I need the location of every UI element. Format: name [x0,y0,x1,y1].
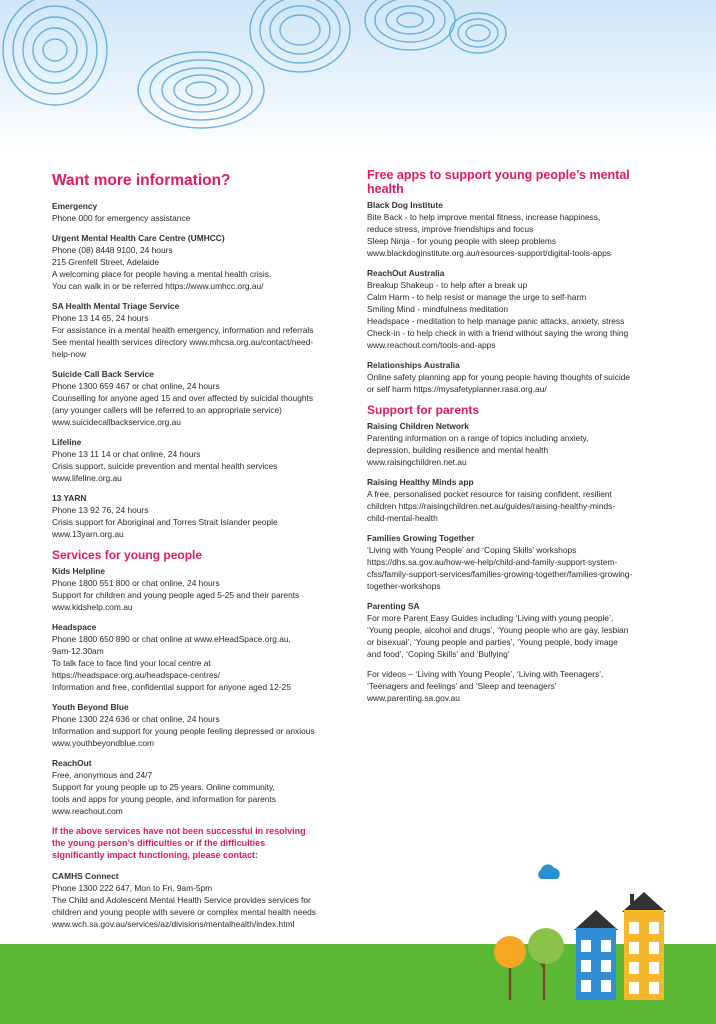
services-for-young-people-heading: Services for young people [52,548,203,562]
right-column [367,168,667,712]
resource-title: Lifeline [52,437,82,447]
warning-line: the young person’s difficulties or if the difficulties [52,838,266,848]
resource-title: SA Health Mental Triage Service [52,301,180,311]
resource-title: Relationships Australia [367,360,460,370]
resource-title: Youth Beyond Blue [52,702,129,712]
resource-entry [367,359,667,395]
resource-entry [367,420,667,468]
resource-line: Phone 000 for emergency assistance [52,213,191,223]
resource-title: Kids Helpline [52,566,106,576]
resource-line: (any younger callers will be referred to an appropriate service) [52,405,282,415]
resource-line: www.parenting.sa.gov.au [367,693,460,703]
resource-line: Bite Back - to help improve mental fitness, increase happiness, [367,212,601,222]
resource-line: www.reachout.com/tools-and-apps [367,340,496,350]
resource-line: Phone 13 92 76, 24 hours [52,505,149,515]
resource-entry [52,492,352,540]
resource-line: Smiling Mind - mindfulness meditation [367,304,509,314]
resource-title: Raising Healthy Minds app [367,477,474,487]
resource-line: Online safety planning app for young people having thoughts of suicide [367,372,631,382]
escalation-warning [52,825,352,861]
want-more-information-heading: Want more information? [52,172,231,189]
resource-line: Calm Harm - to help resist or manage the urge to self-harm [367,292,587,302]
resource-title: Suicide Call Back Service [52,369,154,379]
resource-line: Crisis support for Aboriginal and Torres Strait Islander people [52,517,278,527]
resource-line: ‘Teenagers and feelings’ and ‘Sleep and teenagers’ [367,681,557,691]
resource-entry [367,532,667,592]
resource-title: Emergency [52,201,98,211]
support-for-parents-heading: Support for parents [367,403,480,417]
resource-line: Counselling for anyone aged 15 and over affected by suicidal thoughts [52,393,314,403]
resource-entry [52,621,352,693]
resource-title: Families Growing Together [367,533,475,543]
resource-line: Phone (08) 8448 9100, 24 hours [52,245,173,255]
resource-line: Information and support for young people feeling depressed or anxious [52,726,315,736]
resource-line: www.youthbeyondblue.com [52,738,154,748]
resource-line: ‘Young people, alcohol and drugs’, ‘Young people who are gay, lesbian [367,625,629,635]
resource-entry [52,870,352,930]
resource-line: Phone 13 11 14 or chat online, 24 hours [52,449,201,459]
swirl-decoration [0,0,716,150]
resource-title: ReachOut Australia [367,268,445,278]
resource-line: For videos – ‘Living with Young People’, ‘Living with Teenagers’, [367,669,604,679]
resource-line: Phone 1300 222 647, Mon to Fri, 9am-5pm [52,883,213,893]
resource-line: The Child and Adolescent Mental Health Service provides services for [52,895,311,905]
resource-title: Raising Children Network [367,421,469,431]
resource-entry [367,199,667,259]
resource-line: www.suicidecallbackservice.org.au [52,417,181,427]
resource-title: Headspace [52,622,97,632]
sky-header [0,0,716,150]
resource-line: Phone 13 14 65, 24 hours [52,313,149,323]
resource-line: Headspace - meditation to help manage panic attacks, anxiety, stress [367,316,625,326]
resource-line: child-mental-health [367,513,438,523]
resource-line: For more Parent Easy Guides including ‘Living with young people’, [367,613,614,623]
resource-line: reduce stress, improve friendships and focus [367,224,534,234]
resource-line: https://dhs.sa.gov.au/how-we-help/child-and-family-support-system- [367,557,618,567]
resource-entry [52,701,352,749]
resource-title: 13 YARN [52,493,87,503]
resource-title: Black Dog Institute [367,200,443,210]
resource-line: Sleep Ninja - for young people with sleep problems [367,236,557,246]
resource-line: A free, personalised pocket resource for raising confident, resilient [367,489,612,499]
resource-line: 215 Grenfell Street, Adelaide [52,257,160,267]
resource-title: Parenting SA [367,601,420,611]
resource-entry [367,668,667,704]
resource-title: CAMHS Connect [52,871,119,881]
resource-line: Free, anonymous and 24/7 [52,770,153,780]
resource-line: A welcoming place for people having a mental health crisis. [52,269,272,279]
resource-entry [52,232,352,292]
resource-line: depression, building resilience and mental health [367,445,549,455]
resource-entry [52,200,352,224]
resource-line: See mental health services directory www.mhcsa.org.au/contact/need- [52,337,314,347]
resource-line: Support for young people up to 25 years. Online community, [52,782,275,792]
resource-entry [52,300,352,360]
resource-line: together-workshops [367,581,441,591]
resource-line: To talk face to face find your local centre at [52,658,211,668]
tree-icon [494,928,564,1000]
resource-title: Urgent Mental Health Care Centre (UMHCC) [52,233,225,243]
resource-line: Parenting information on a range of topics including anxiety, [367,433,589,443]
resource-line: www.reachout.com [52,806,123,816]
resource-line: www.raisingchildren.net.au [367,457,467,467]
warning-line: significantly impact functioning, please contact: [52,850,259,860]
resource-line: or bisexual’, ‘Young people and parties’, ‘Young people, body image [367,637,618,647]
resource-line: tools and apps for young people, and information for parents [52,794,276,804]
resource-entry [52,368,352,428]
resource-line: Phone 1800 650 890 or chat online at www.eHeadSpace.org.au, [52,634,291,644]
resource-line: Information and free, confidential support for anyone aged 12-25 [52,682,291,692]
resource-line: www.wch.sa.gov.au/services/az/divisions/mentalhealth/index.html [52,919,295,929]
resource-line: children and young people with severe or complex mental health needs [52,907,316,917]
resource-title: ReachOut [52,758,92,768]
resource-entry [367,476,667,524]
resource-line: children https://raisingchildren.net.au/guides/raising-healthy-minds- [367,501,616,511]
resource-line: Phone 1300 659 467 or chat online, 24 hours [52,381,220,391]
resource-line: ‘Living with Young People’ and ‘Coping Skills’ workshops [367,545,577,555]
resource-entry [367,267,667,351]
resource-line: https://headspace.org.au/headspace-centres/ [52,670,221,680]
resource-line: cfss/family-support-services/families-growing-together/families-growing- [367,569,633,579]
resource-entry [52,565,352,613]
resource-line: help-now [52,349,86,359]
resource-line: www.lifeline.org.au [52,473,122,483]
resource-line: www.blackdoginstitute.org.au/resources-support/digital-tools-apps [367,248,611,258]
resource-line: 9am-12.30am [52,646,104,656]
house-icon [574,892,666,1000]
resource-line: or self harm https://mysafetyplanner.rasa.org.au/ [367,384,547,394]
warning-line: If the above services have not been successful in resolving [52,826,306,836]
free-apps-heading: Free apps to support young people’s mental health [367,168,630,196]
resource-line: You can walk in or be referred https://www.umhcc.org.au/ [52,281,264,291]
town-scene [480,860,680,1002]
resource-line: and food’, ‘Coping Skills’ and ‘Bullying’ [367,649,510,659]
resource-line: www.13yarn.org.au [52,529,124,539]
left-column [52,168,352,938]
resource-line: Check-in - to help check in with a friend without saying the wrong thing [367,328,629,338]
resource-line: Phone 1300 224 636 or chat online, 24 hours [52,714,220,724]
resource-line: Crisis support, suicide prevention and mental health services [52,461,278,471]
resource-line: Phone 1800 551 800 or chat online, 24 hours [52,578,220,588]
resource-entry [367,600,667,660]
resource-entry [52,757,352,817]
resource-line: Breakup Shakeup - to help after a break up [367,280,528,290]
resource-line: www.kidshelp.com.au [52,602,133,612]
resource-entry [52,436,352,484]
resource-line: For assistance in a mental health emergency, information and referrals [52,325,314,335]
resource-line: Support for children and young people aged 5-25 and their parents [52,590,300,600]
